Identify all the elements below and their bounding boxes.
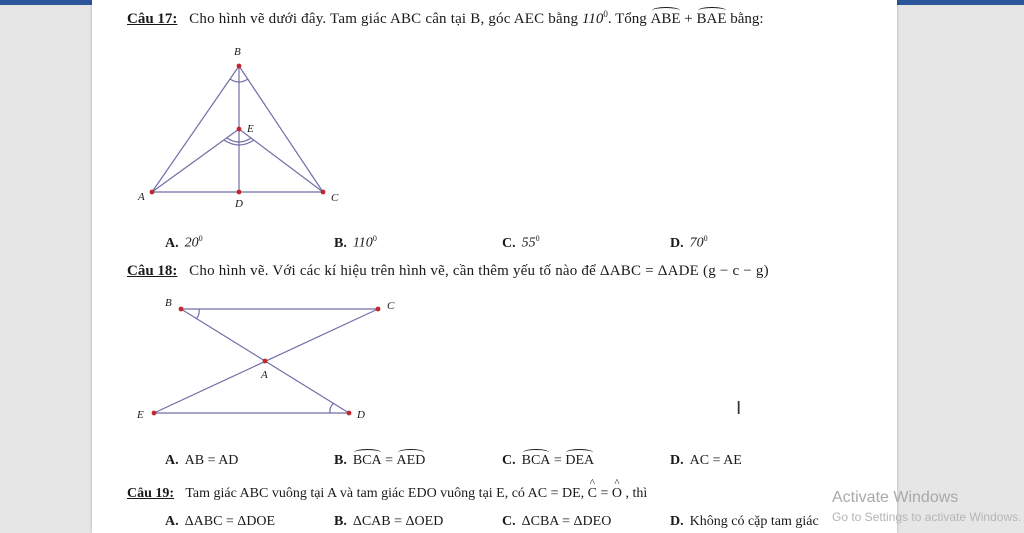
q18-angle-mark-d xyxy=(330,403,334,413)
q19-option-a[interactable] xyxy=(165,514,275,530)
q17-line-ae xyxy=(152,129,239,192)
q19-option-c-text: ΔCBA = ΔDEO xyxy=(521,514,612,529)
q17-side-ba xyxy=(152,66,239,192)
q18-option-b-arc1: BCA xyxy=(352,453,382,468)
q18-point-d xyxy=(347,411,352,416)
q19-option-c[interactable] xyxy=(502,514,611,530)
q17-option-d[interactable] xyxy=(670,234,708,252)
q19-option-b[interactable] xyxy=(334,514,443,530)
q18-option-d-text: AC = AE xyxy=(689,453,742,468)
q18-option-a-text: AB = AD xyxy=(184,453,239,468)
q17-plus: + xyxy=(684,11,693,27)
q18-option-c-arc2: DEA xyxy=(565,453,595,468)
q18-label-a: A xyxy=(261,369,268,381)
q18-option-b-letter: B. xyxy=(334,453,347,468)
q19-hat-o: ^ O xyxy=(612,486,622,502)
q18-line xyxy=(127,263,769,280)
q18-point-c xyxy=(376,307,381,312)
q18-point-b xyxy=(179,307,184,312)
q17-point-d xyxy=(237,190,242,195)
q17-option-a[interactable] xyxy=(165,234,203,252)
q17-option-b[interactable] xyxy=(334,234,377,252)
q17-option-a-letter: A. xyxy=(165,235,179,251)
q17-angle-deg: 0 xyxy=(603,9,608,19)
activate-windows-subtitle[interactable]: Go to Settings to activate Windows. xyxy=(832,510,1022,524)
q18-option-b-eq: = xyxy=(381,453,397,468)
q17-figure xyxy=(132,40,392,215)
q18-option-b-arc2: AED xyxy=(396,453,426,468)
q17-label-c: C xyxy=(331,192,339,204)
q18-option-d-letter: D. xyxy=(670,453,684,468)
q18-option-a[interactable] xyxy=(165,453,238,469)
q19-text-before: Tam giác ABC vuông tại A và tam giác EDO vuông tại E, có AC = DE, xyxy=(185,486,585,501)
q17-label-b: B xyxy=(234,46,241,58)
q19-option-d-text: Không có cặp tam giác xyxy=(689,514,819,529)
q18-option-d[interactable] xyxy=(670,453,742,469)
q18-option-a-letter: A. xyxy=(165,453,179,468)
q17-option-b-letter: B. xyxy=(334,235,347,251)
q18-angle-mark-b xyxy=(196,309,199,319)
q17-option-c-letter: C. xyxy=(502,235,516,251)
q19-line xyxy=(127,486,647,502)
q17-line-ec xyxy=(239,129,323,192)
q18-option-b[interactable] xyxy=(334,453,425,469)
q19-option-c-letter: C. xyxy=(502,514,516,529)
q18-number: Câu 18: xyxy=(127,263,178,279)
activate-windows-title: Activate Windows xyxy=(832,489,959,506)
q17-option-b-deg: 0 xyxy=(372,234,377,243)
q17-option-a-deg: 0 xyxy=(198,234,203,243)
q17-text-end: bằng: xyxy=(730,11,764,27)
q17-option-c[interactable] xyxy=(502,234,540,252)
q18-label-c: C xyxy=(387,300,395,312)
q18-label-b: B xyxy=(165,297,172,309)
q19-number: Câu 19: xyxy=(127,486,175,501)
q18-option-c-letter: C. xyxy=(502,453,516,468)
q19-option-b-letter: B. xyxy=(334,514,347,529)
q17-angle-value: 110 xyxy=(581,11,604,27)
q17-text-before: Cho hình vẽ dưới đây. Tam giác ABC cân tại B, góc AEC bằng xyxy=(189,11,579,27)
q17-option-d-letter: D. xyxy=(670,235,684,251)
q17-option-c-value: 55 xyxy=(521,235,536,251)
q17-label-a: A xyxy=(138,191,145,203)
q18-option-c-eq: = xyxy=(550,453,566,468)
q17-text-mid: . Tổng xyxy=(607,11,647,27)
q19-option-a-text: ΔABC = ΔDOE xyxy=(184,514,276,529)
q19-hat-c: ^ C xyxy=(588,486,597,502)
q18-text: Cho hình vẽ. Với các kí hiệu trên hình vẽ, cần thêm yếu tố nào để ΔABC = ΔADE (g − c − g) xyxy=(189,263,769,279)
q17-arc-bae: BAE xyxy=(696,11,727,27)
q17-label-e: E xyxy=(247,123,254,135)
q17-point-b xyxy=(237,64,242,69)
q17-arc-abe: ABE xyxy=(650,11,681,27)
q18-label-e: E xyxy=(137,409,144,421)
q17-option-b-value: 110 xyxy=(352,235,373,251)
q19-option-d[interactable] xyxy=(670,514,819,530)
q17-point-a xyxy=(150,190,155,195)
q17-option-d-value: 70 xyxy=(689,235,704,251)
q19-option-d-letter: D. xyxy=(670,514,684,529)
q18-label-d: D xyxy=(357,409,365,421)
q17-option-c-deg: 0 xyxy=(535,234,540,243)
q18-point-e xyxy=(152,411,157,416)
q19-eq: = xyxy=(597,486,612,501)
q17-option-d-deg: 0 xyxy=(703,234,708,243)
q19-option-a-letter: A. xyxy=(165,514,179,529)
q17-point-c xyxy=(321,190,326,195)
q18-figure xyxy=(132,295,402,430)
q19-option-b-text: ΔCAB = ΔOED xyxy=(352,514,444,529)
q17-point-e xyxy=(237,127,242,132)
q17-number: Câu 17: xyxy=(127,11,178,27)
text-cursor-icon: I xyxy=(736,398,742,419)
q19-text-end: , thì xyxy=(625,486,648,501)
document-page xyxy=(92,0,897,533)
q17-label-d: D xyxy=(235,198,243,210)
q18-option-c-arc1: BCA xyxy=(521,453,551,468)
q17-line xyxy=(127,9,764,28)
q17-option-a-value: 20 xyxy=(184,235,199,251)
q18-option-c[interactable] xyxy=(502,453,594,469)
q18-point-a xyxy=(263,359,268,364)
